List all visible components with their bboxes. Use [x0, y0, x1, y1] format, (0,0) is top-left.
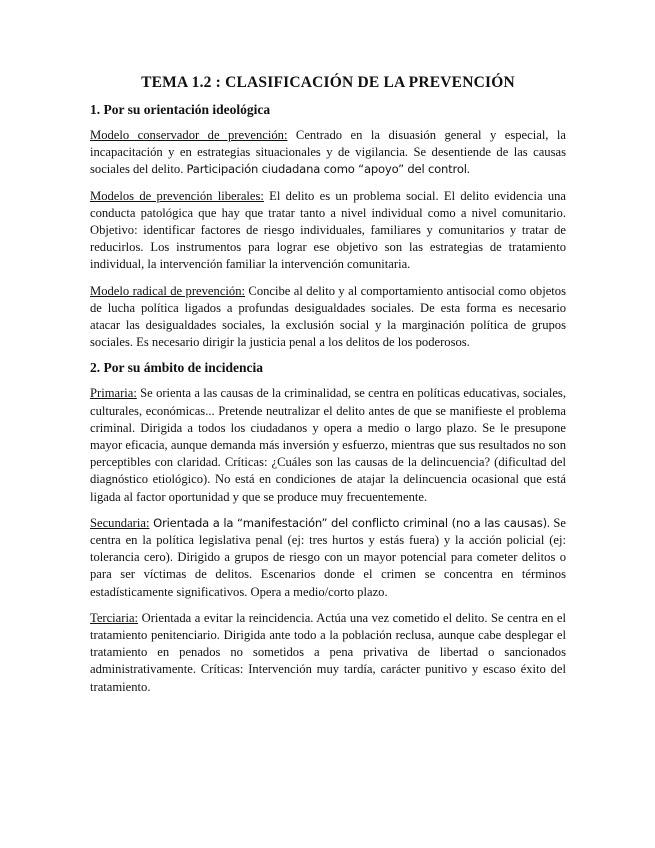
section-heading-ideologica: 1. Por su orientación ideológica [90, 102, 271, 117]
text-secundaria: . Se centra en la política legislativa penal (ej: tres hurtos y estás fuera) y la acción policial (ej: tolerancia cero). Dirigido a grupos de riesgo con un mayor potencial para cometer delitos o para ser víctimas de delitos. Escenarios donde el crimen se concentra en términos estadísticamente significativos. Opera a medio/corto plazo. [90, 515, 567, 599]
document-page [90, 74, 566, 705]
term-modelo-radical: Modelo radical de prevención: [90, 283, 246, 298]
paragraph-terciaria [90, 610, 566, 696]
text-modelo-conservador-end: . [466, 162, 470, 177]
paragraph-modelos-liberales [90, 188, 566, 274]
section-heading-incidencia: 2. Por su ámbito de incidencia [90, 360, 264, 376]
text-primaria: Se orienta a las causas de la criminalidad, se centra en políticas educativas, sociales, culturales, económicas... Pretende neutralizar el delito antes de que se manifieste el problema criminal. Dirigida a todos los ciudadanos y opera a medio o largo plazo. Se le presupone mayor eficacia, aunque demanda más inversión y esfuerzo, mientras que sus resultados no son perceptibles con claridad. Críticas: ¿Cuáles son las causas de la delincuencia? (dificultad del diagnóstico etiológico). No está en condiciones de atajar la delincuencia ocasional que está ligada al factor oportunidad y que se produce muy frecuentemente. [90, 386, 566, 504]
paragraph-secundaria [90, 515, 566, 601]
term-modelos-liberales: Modelos de prevención liberales: [90, 188, 264, 203]
text-modelos-liberales: El delito es un problema social. El delito evidencia una conducta patológica que hay que tratar tanto a nivel individual como a nivel comunitario. Objetivo: identificar factores de riesgo individuales, familiares y comunitarios y tratar de reducirlos. Los instrumentos para lograr ese objetivo son las estrategias de tratamiento individual, la intervención familiar la intervención comunitaria. [90, 188, 567, 272]
paragraph-modelo-conservador [90, 127, 566, 179]
text-terciaria: Orientada a evitar la reincidencia. Actúa una vez cometido el delito. Se centra en el tratamiento penitenciario. Dirigida ante todo a la población reclusa, aunque cabe desplegar el tratamiento en penados no sometidos a pena privativa de libertad o sancionados administrativamente. Críticas: Intervención muy tardía, carácter punitivo y escaso éxito del tratamiento. [90, 610, 566, 694]
term-terciaria: Terciaria: [90, 610, 139, 625]
handwritten-note-conservador: Participación ciudadana como “apoyo” del control [186, 162, 467, 177]
term-secundaria: Secundaria: [90, 515, 150, 530]
paragraph-primaria [90, 385, 566, 505]
handwritten-note-secundaria: Orientada a la “manifestación” del conflicto criminal (no a las causas) [149, 515, 547, 530]
term-modelo-conservador: Modelo conservador de prevención: [90, 128, 288, 142]
page-title: TEMA 1.2 : CLASIFICACIÓN DE LA PREVENCIÓN [141, 74, 515, 91]
term-primaria: Primaria: [90, 386, 137, 401]
paragraph-modelo-radical [90, 283, 566, 352]
text-modelo-radical: Concibe al delito y al comportamiento antisocial como objetos de lucha política ligados a profundas desigualdades sociales. De esta forma es necesario atacar las desigualdades sociales, la exclusión social y la marginación política de grupos sociales. Es necesario dirigir la justicia penal a los delitos de los poderosos. [90, 283, 566, 350]
text-modelo-conservador: Centrado en la disuasión general y especial, la incapacitación y en estrategias situacionales y de vigilancia. Se desentiende de las causas sociales del delito. [90, 128, 567, 177]
